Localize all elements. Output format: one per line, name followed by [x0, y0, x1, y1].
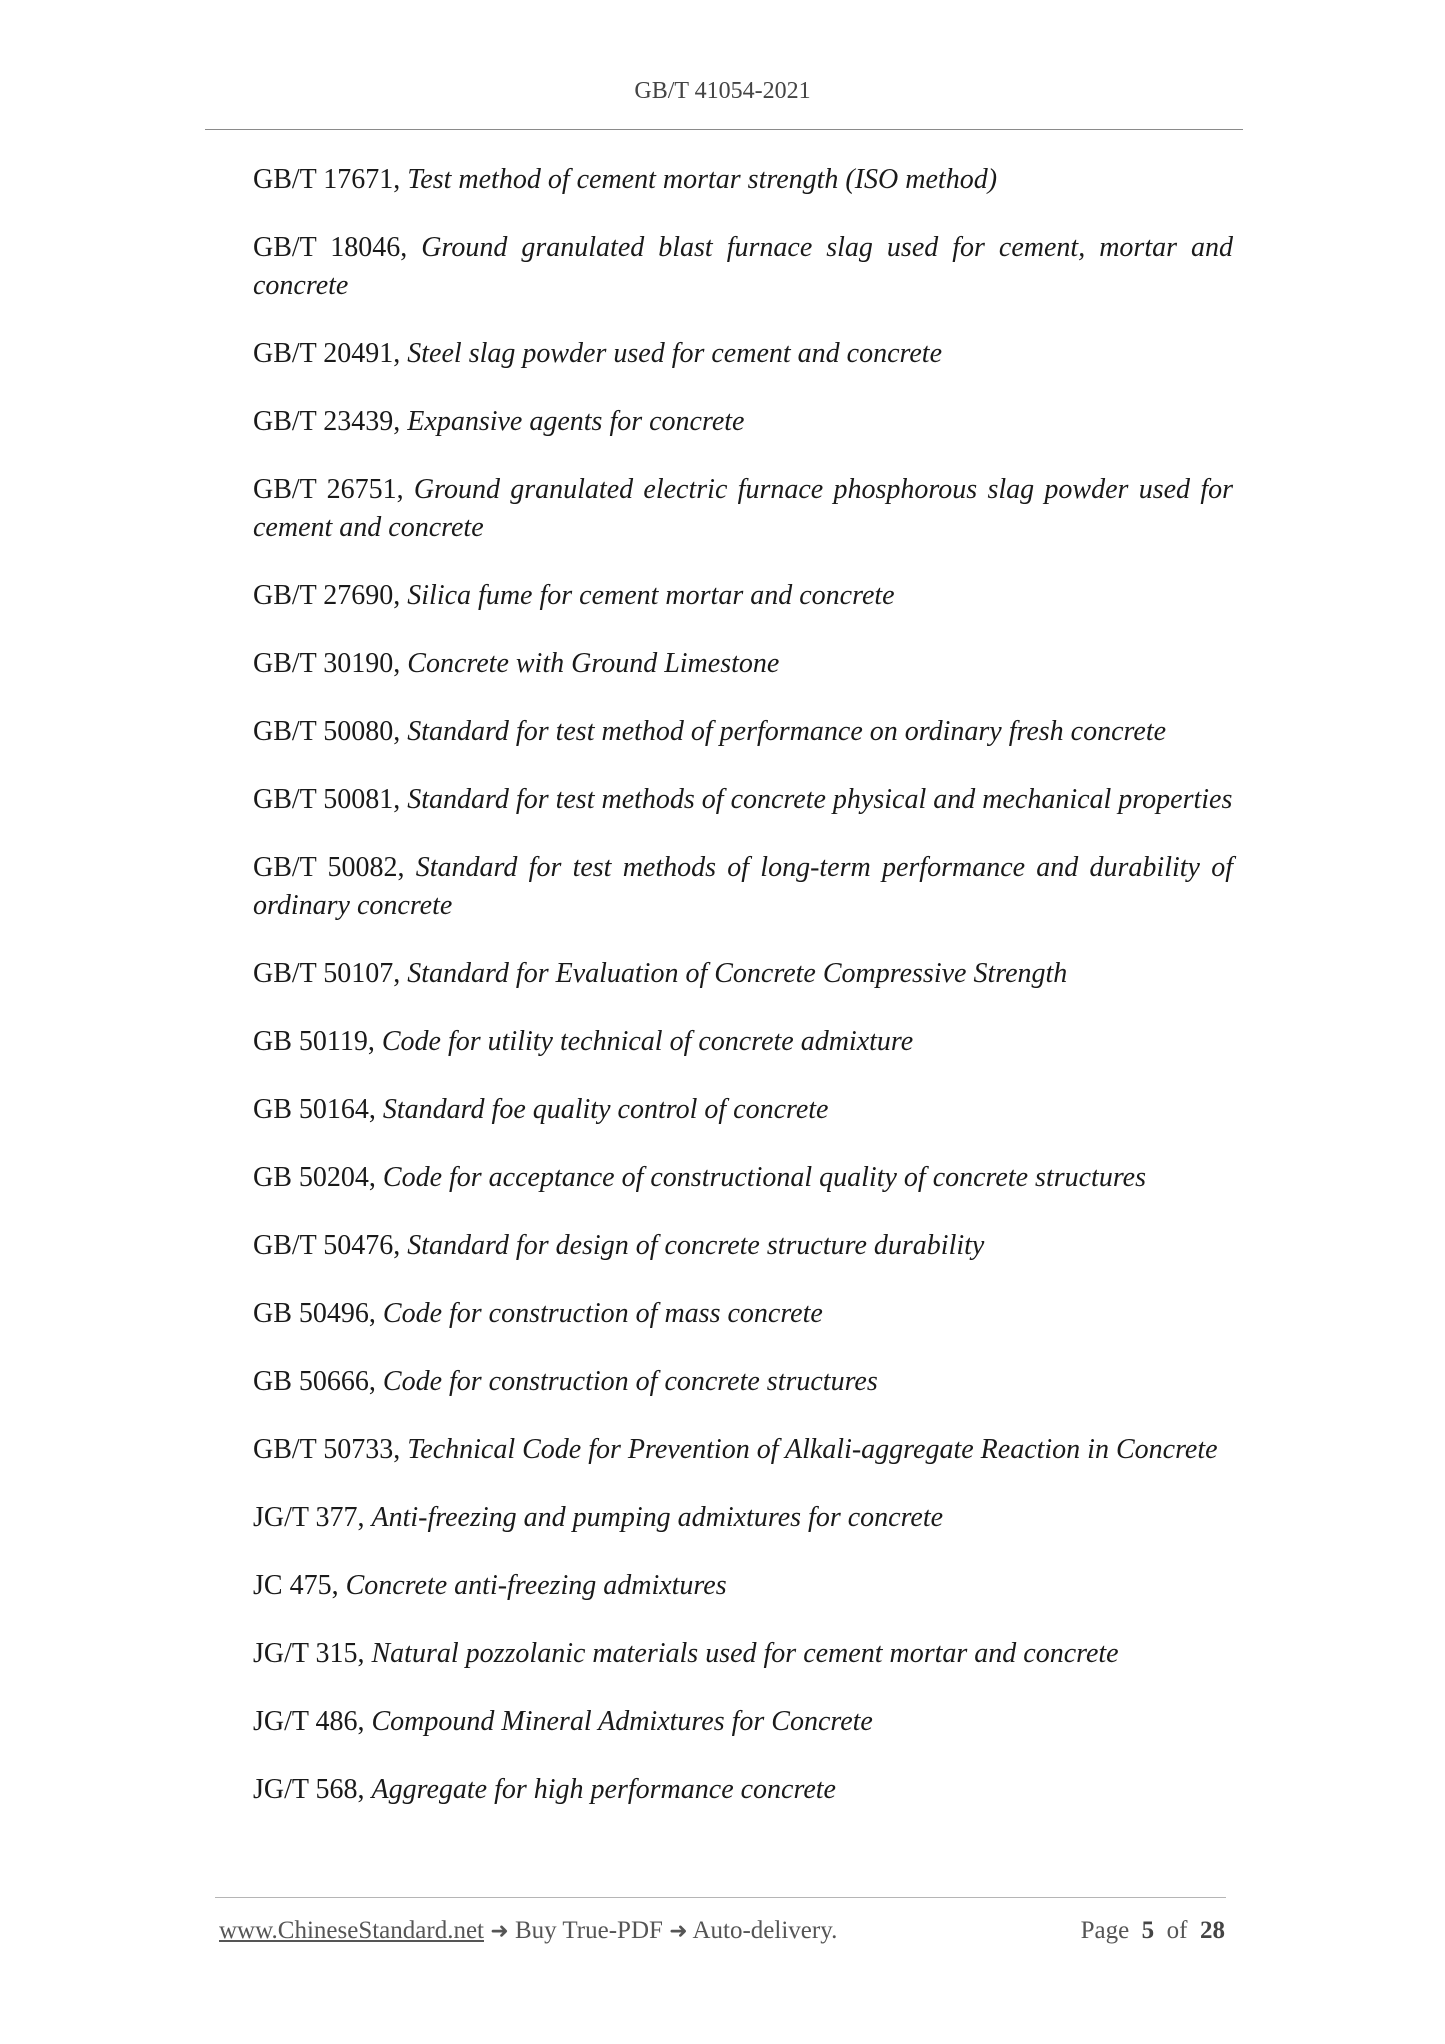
normative-references-list [253, 161, 1233, 1839]
reference-title: Expansive agents for concrete [407, 406, 745, 437]
reference-title: Standard for test methods of concrete physical and mechanical properties [407, 784, 1233, 815]
reference-item [253, 1295, 1233, 1333]
right-arrow-icon: ➜ [490, 1919, 509, 1944]
header-divider [205, 129, 1243, 130]
reference-code: GB/T 26751, [253, 474, 404, 505]
reference-title: Steel slag powder used for cement and concrete [407, 338, 943, 369]
site-link[interactable]: www.ChineseStandard.net [219, 1917, 484, 1944]
reference-title: Concrete anti-freezing admixtures [345, 1570, 727, 1601]
reference-code: GB/T 30190, [253, 648, 401, 679]
reference-item [253, 781, 1233, 819]
reference-item [253, 1023, 1233, 1061]
page-footer [219, 1917, 1225, 1945]
reference-item [253, 335, 1233, 373]
reference-item [253, 1567, 1233, 1605]
reference-title: Aggregate for high performance concrete [371, 1774, 836, 1805]
reference-code: GB/T 20491, [253, 338, 401, 369]
reference-code: GB/T 23439, [253, 406, 401, 437]
reference-title: Concrete with Ground Limestone [407, 648, 780, 679]
reference-item [253, 849, 1233, 925]
reference-code: GB/T 50081, [253, 784, 401, 815]
reference-title: Anti-freezing and pumping admixtures for concrete [371, 1502, 944, 1533]
footer-promo [219, 1917, 837, 1945]
reference-item [253, 645, 1233, 683]
reference-code: GB 50204, [253, 1162, 376, 1193]
reference-title: Code for construction of mass concrete [382, 1298, 823, 1329]
reference-item [253, 471, 1233, 547]
page-current: 5 [1141, 1917, 1155, 1944]
reference-title: Standard for test methods of long-term performance and durability of ordinary concrete [253, 852, 1234, 921]
reference-title: Test method of cement mortar strength (ISO method) [407, 164, 998, 195]
reference-title: Standard for design of concrete structure durability [407, 1230, 985, 1261]
reference-title: Code for acceptance of constructional quality of concrete structures [382, 1162, 1147, 1193]
reference-item [253, 1159, 1233, 1197]
reference-code: GB/T 17671, [253, 164, 401, 195]
reference-code: JG/T 486, [253, 1706, 365, 1737]
page-total: 28 [1200, 1917, 1225, 1944]
reference-code: JC 475, [253, 1570, 339, 1601]
reference-code: GB/T 50082, [253, 852, 405, 883]
reference-item [253, 403, 1233, 441]
reference-code: GB/T 50107, [253, 958, 401, 989]
reference-title: Standard foe quality control of concrete [382, 1094, 829, 1125]
reference-code: JG/T 568, [253, 1774, 365, 1805]
reference-item [253, 1499, 1233, 1537]
reference-item [253, 1091, 1233, 1129]
reference-item [253, 161, 1233, 199]
page-label: Page [1080, 1917, 1130, 1944]
reference-code: GB/T 50080, [253, 716, 401, 747]
reference-code: GB/T 50476, [253, 1230, 401, 1261]
reference-code: GB 50666, [253, 1366, 376, 1397]
reference-code: GB/T 27690, [253, 580, 401, 611]
page-number [1081, 1917, 1225, 1945]
reference-item [253, 577, 1233, 615]
of-label: of [1166, 1917, 1188, 1944]
reference-item [253, 1227, 1233, 1265]
reference-item [253, 1771, 1233, 1809]
reference-item [253, 955, 1233, 993]
reference-item [253, 1431, 1233, 1469]
reference-item [253, 1635, 1233, 1673]
page-header-title: GB/T 41054-2021 [634, 78, 811, 104]
auto-delivery-text: Auto-delivery. [692, 1917, 838, 1944]
footer-divider [215, 1897, 1226, 1898]
reference-title: Code for construction of concrete structures [382, 1366, 878, 1397]
reference-code: JG/T 315, [253, 1638, 365, 1669]
reference-code: GB/T 50733, [253, 1434, 401, 1465]
reference-item [253, 1363, 1233, 1401]
reference-title: Standard for Evaluation of Concrete Compressive Strength [407, 958, 1068, 989]
reference-title: Ground granulated electric furnace phosphorous slag powder used for cement and concrete [253, 474, 1234, 543]
reference-title: Technical Code for Prevention of Alkali-aggregate Reaction in Concrete [407, 1434, 1218, 1465]
reference-code: GB/T 18046, [253, 232, 408, 263]
reference-code: GB 50164, [253, 1094, 376, 1125]
buy-true-pdf-text: Buy True-PDF [514, 1917, 663, 1944]
reference-code: JG/T 377, [253, 1502, 365, 1533]
reference-title: Silica fume for cement mortar and concrete [407, 580, 895, 611]
reference-title: Ground granulated blast furnace slag used for cement, mortar and concrete [253, 232, 1234, 301]
reference-item [253, 229, 1233, 305]
reference-item [253, 713, 1233, 751]
reference-title: Natural pozzolanic materials used for cement mortar and concrete [371, 1638, 1119, 1669]
right-arrow-icon: ➜ [669, 1919, 688, 1944]
reference-title: Code for utility technical of concrete admixture [381, 1026, 914, 1057]
reference-title: Compound Mineral Admixtures for Concrete [371, 1706, 873, 1737]
reference-title: Standard for test method of performance on ordinary fresh concrete [407, 716, 1167, 747]
reference-item [253, 1703, 1233, 1741]
reference-code: GB 50496, [253, 1298, 376, 1329]
reference-code: GB 50119, [253, 1026, 375, 1057]
